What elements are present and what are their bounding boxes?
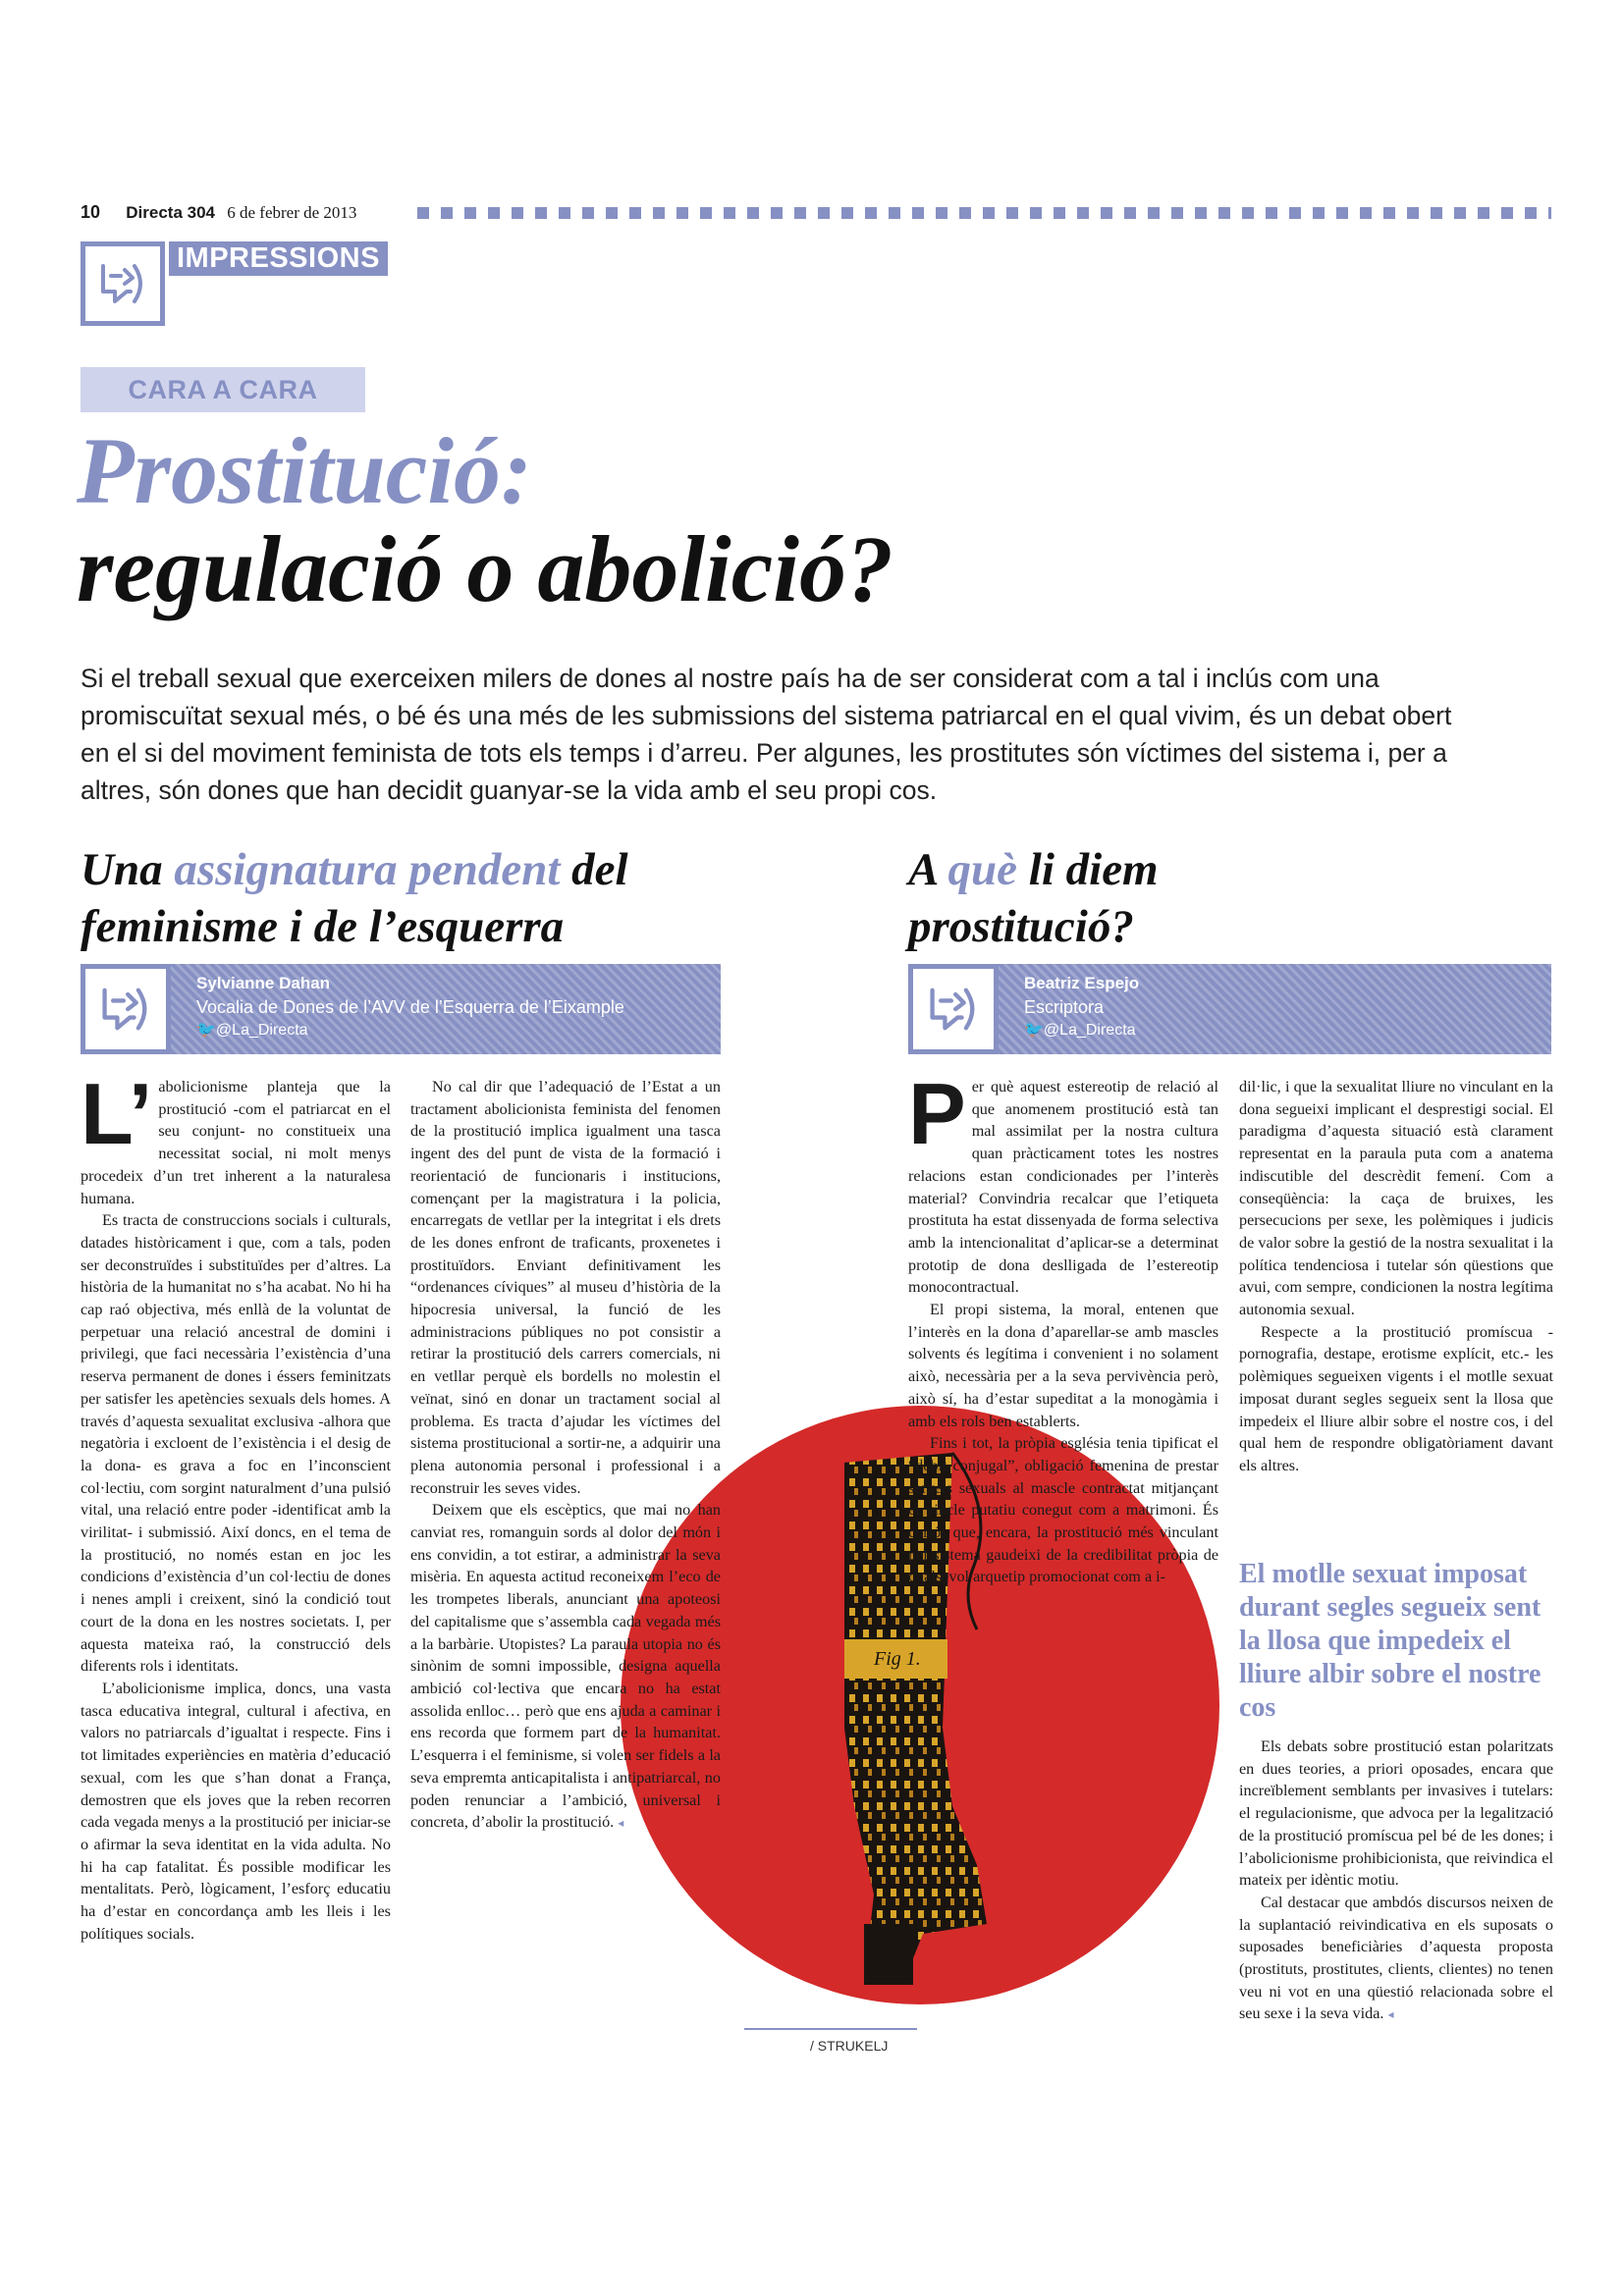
author-logo-icon xyxy=(81,964,171,1054)
right-author-name: Beatriz Espejo xyxy=(1024,974,1140,992)
drop-cap: L’ xyxy=(81,1065,153,1162)
kicker: CARA A CARA xyxy=(81,367,365,412)
paragraph: L’ abolicionisme planteja que la prostitució -com el patriarcat en el seu conjunt- no constitueix una necessitat social, ni molt menys procedeix d’un tret inherent a la naturalesa humana. xyxy=(81,1065,391,1207)
left-author-bar xyxy=(81,964,721,1054)
paragraph: Cal destacar que ambdós discursos neixen de la suplantació reivindicativa en els suposats o suposades beneficiàries d’aquesta proposta (prostituts, prostitutes, clients, clientes) no tenen veu ni vot en una qüestió relacionada sobre el seu sexe i la seva vida. ◂ xyxy=(1239,1893,1553,2023)
column-3 xyxy=(908,1065,1218,1588)
title-line-2: regulació o abolició? xyxy=(77,516,893,621)
left-twitter-handle: @La_Directa xyxy=(215,1022,308,1039)
twitter-icon: 🐦 xyxy=(196,1022,216,1039)
right-heading-post: li diem xyxy=(1017,844,1159,895)
credit-rule xyxy=(744,2028,917,2030)
column-1 xyxy=(81,1065,391,1945)
title-line-1: Prostitució: xyxy=(77,418,533,523)
paragraph: No cal dir que l’adequació de l’Estat a un tractament abolicionista feminista del fenomen de la prostitució implica igualment una tasca ingent des del punt de vista de la formació i reorientació de funcionaris i institucions, començant per la magistratura i la policia, encarregats de vetllar per la integritat i els drets de les dones enfront de traficants, proxenetes i prostituïdors. Enviant definitivament les “ordenances cíviques” al museu d’història de la hipocresia universal, la funció de les administracions públiques no pot consistir a retirar la prostitució dels carrers comercials, ni en vetllar perquè els bordells no molestin el veïnat, sinó en donar un tractament social al problema. Es tracta d’ajudar les víctimes del sistema prostitucional a sortir-ne, a adquirir una plena autonomia personal i professional i a reconstruir les seves vides. xyxy=(410,1078,721,1497)
twitter-icon: 🐦 xyxy=(1024,1022,1044,1039)
left-heading-line2: feminisme i de l’esquerra xyxy=(81,901,565,952)
header-dot-rule xyxy=(417,207,1551,219)
paragraph: Respecte a la prostitució promíscua -pornografia, destape, erotisme explícit, etc.- les polèmiques segueixen vigents i el motlle sexuat imposat durant segles segueix sent la llosa que impedeix el lliure albir sobre el nostre cos, i del qual hem de respondre obligatòriament davant els altres. xyxy=(1239,1322,1553,1474)
right-heading-pre: A xyxy=(908,844,948,895)
column-4-top xyxy=(1239,1076,1553,1477)
drop-cap: P xyxy=(908,1065,966,1162)
right-heading-line2: prostitució? xyxy=(908,901,1134,952)
end-mark-icon: ◂ xyxy=(1387,2007,1394,2022)
column-2 xyxy=(410,1076,721,1835)
section-label: IMPRESSIONS xyxy=(169,241,388,276)
intro-paragraph: Si el treball sexual que exerceixen milers de dones al nostre país ha de ser considerat com a tal i inclús com una promiscuïtat sexual més, o bé és una més de les submissions del sistema patriarcal en el qual vivim, és un debat obert en el si del moviment feminista de tots els temps i d’arreu. Per algunes, les prostitutes són víctimes del sistema i, per a altres, són dones que han decidit guanyar-se la vida amb el seu propi cos. xyxy=(81,664,1452,805)
boot-label: Fig 1. xyxy=(874,1648,921,1670)
author-logo-icon xyxy=(908,964,999,1054)
paragraph: L’abolicionisme implica, doncs, una vasta tasca educativa integral, cultural i afectiva, en valors no patriarcals d’igualtat i respecte. Fins i tot limitades experiències en matèria d’educació sexual, com les que s’han donat a França, demostren que els joves que la reben recorren cada vegada menys a la prostitució per iniciar-se o afirmar la seva identitat en la vida adulta. No hi ha cap fatalitat. És possible modificar les mentalitats. Però, lògicament, l’esforç educatiu ha d’estar en concordança amb les lleis i les polítiques socials. xyxy=(81,1679,391,1943)
paragraph: El propi sistema, la moral, entenen que l’interès en la dona d’aparellar-se amb mascles solvents és legítima i convenient i no solament això, necessària per a la seva pervivència però, això sí, ha d’estar supeditat a la monogàmia i amb els rols ben establerts. xyxy=(908,1301,1218,1430)
paragraph: Deixem que els escèptics, que mai no han canviat res, romanguin sords al dolor del món i ens convidin, a tot estirar, a administrar la seva misèria. En aquesta actitud reconeixem l’eco de les trompetes liberals, anunciant una apoteosi del capitalisme que s’assembla cada vegada més a la barbàrie. Utopistes? La paraula utopia no és sinònim de somni impossible, designa aquella ambició col·lectiva que encara no ha estat assolida enlloc… però que ens ajuda a caminar i ens recorda que formem part de la humanitat. L’esquerra i el feminisme, si volen ser fidels a la seva empremta anticapitalista i antipatriarcal, no poden renunciar a l’ambició, universal i concreta, d’abolir la prostitució. ◂ xyxy=(410,1501,721,1832)
right-author-twitter[interactable] xyxy=(1024,1019,1551,1042)
publication-name: Directa 304 xyxy=(126,203,216,222)
paragraph: Per què aquest estereotip de relació al que anomenem prostitució està tan mal assimilat per la nostra cultura quan pràcticament totes les nostres relacions estan condicionades per l’interès material? Convindria recalcar que l’etiqueta prostituta ha estat dissenyada de forma selectiva amb la intencionalitat d’aplicar-se a determinat prototip de dona deslligada de l’estereotip monocontractual. xyxy=(908,1065,1218,1297)
left-author-twitter[interactable] xyxy=(196,1019,721,1042)
right-author-role: Escriptora xyxy=(1024,997,1105,1017)
paragraph: Fins i tot, la pròpia església tenia tipificat el “dèbit conjugal”, obligació femenina de prestar serveis sexuals al mascle contractat mitjançant el vincle putatiu conegut com a matrimoni. És curiós que, encara, la prostitució més vinculant pel sistema gaudeixi de la credibilitat pròpia de qualsevol arquetip promocionat com a i- xyxy=(908,1434,1218,1586)
end-mark-icon: ◂ xyxy=(618,1816,624,1831)
pull-quote: El motlle sexuat imposat durant segles segueix sent la llosa que impedeix el lliure albir sobre el nostre cos xyxy=(1239,1559,1542,1723)
left-heading-post: del xyxy=(560,844,628,895)
left-heading-pre: Una xyxy=(81,844,175,895)
right-heading xyxy=(908,841,1556,955)
left-author-role: Vocalia de Dones de l’AVV de l’Esquerra de l’Eixample xyxy=(196,997,624,1017)
left-heading xyxy=(81,841,729,955)
paragraph: dil·lic, i que la sexualitat lliure no vinculant en la dona segueixi implicant el desprestigi social. El paradigma d’aquesta situació està clarament representat en la paraula puta com a anatema indiscutible del descrèdit femení. Com a conseqüència: la caça de bruixes, les persecucions per sexe, les polèmiques i judicis de valor sobre la gestió de la nostra sexualitat i la política tendenciosa i tutelar són qüestions que avui, com sempre, condicionen la nostra legítima autonomia sexual. xyxy=(1239,1078,1553,1319)
right-author-bar xyxy=(908,964,1551,1054)
column-4-bottom xyxy=(1239,1735,1553,2026)
left-heading-highlight: assignatura pendent xyxy=(174,844,561,895)
illustration-credit: / STRUKELJ xyxy=(810,2038,889,2054)
paragraph: Es tracta de construccions socials i culturals, datades històricament i que, com a tals, poden ser deconstruïdes i substituïdes per d’altres. La història de la humanitat no s’ha acabat. No hi ha cap raó objectiva, més enllà de la voluntat de perpetuar una relació ancestral de domini i privilegi, que faci necessària l’existència d’una reserva permanent de dones i éssers feminitzats per satisfer les apetències sexuals dels homes. A través d’aquesta sexualitat exclusiva -alhora que negatòria i excloent de l’existència i el desig de la dona- es grava a foc en l’inconscient col·lectiu, com sorgint naturalment d’una pulsió vital, una relació entre poder -identificat amb la virilitat- i submissió. Així doncs, en el tema de la prostitució, no només estan en joc les condicions d’existència d’un col·lectiu de dones i nenes ampli i creixent, sinó la condició tout court de la dona en les nostres societats. I, per aquesta mateixa raó, la construcció dels diferents rols i identitats. xyxy=(81,1211,391,1676)
folio xyxy=(81,202,356,223)
paragraph: Els debats sobre prostitució estan polaritzats en dues teories, a priori oposades, encara que increïblement semblants per invasives i tutelars: el regulacionisme, que advoca per la legalització de la prostitució promíscua pel bé de les dones; i l’abolicionisme prohibicionista, que reivindica el mateix per idèntic motiu. xyxy=(1239,1737,1553,1890)
issue-date: 6 de febrer de 2013 xyxy=(227,203,357,222)
right-heading-highlight: què xyxy=(947,844,1018,895)
right-twitter-handle: @La_Directa xyxy=(1043,1022,1136,1039)
left-author-name: Sylvianne Dahan xyxy=(196,974,331,992)
page-number: 10 xyxy=(81,202,101,222)
section-logo-icon xyxy=(81,241,165,326)
